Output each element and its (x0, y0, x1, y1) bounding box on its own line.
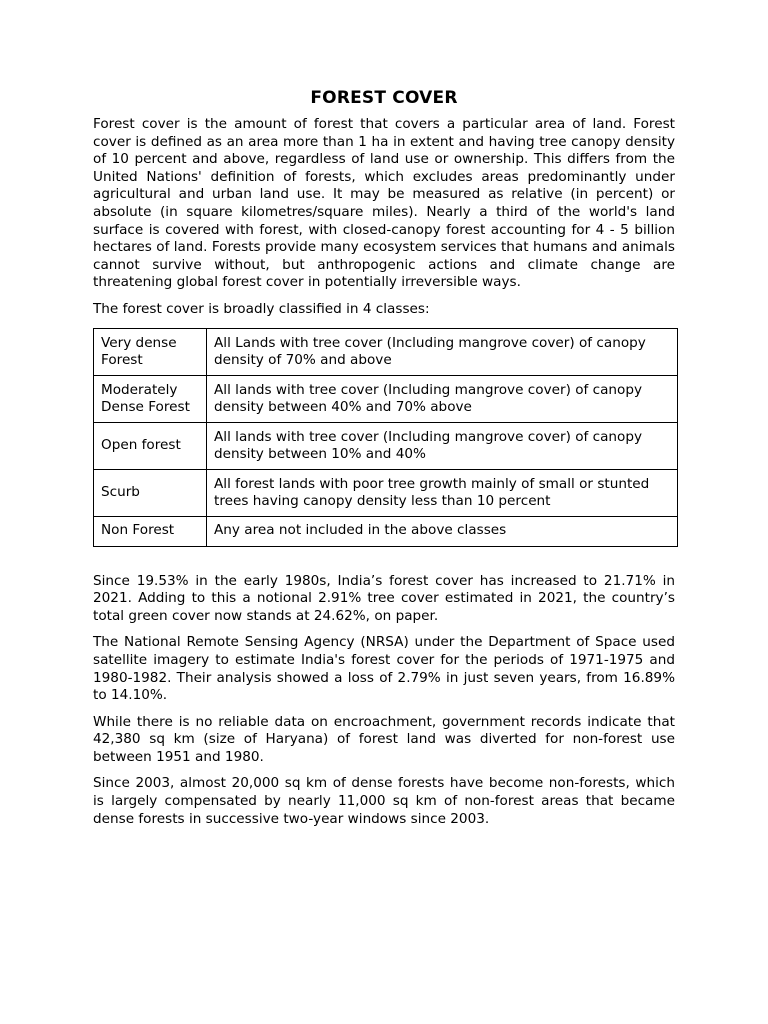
class-name-cell: Non Forest (94, 516, 207, 546)
class-name-cell: Moderately Dense Forest (94, 375, 207, 422)
class-description-cell: All lands with tree cover (Including mangrove cover) of canopy density between 40% and 70% above (207, 375, 678, 422)
table-row (94, 422, 678, 469)
intro-paragraph: Forest cover is the amount of forest that covers a particular area of land. Forest cover is defined as an area more than 1 ha in extent and having tree canopy density of 10 percent and above, regardless of land use or ownership. This differs from the United Nations' definition of forests, which excludes areas predominantly under agricultural and urban land use. It may be measured as relative (in percent) or absolute (in square kilometres/square miles). Nearly a third of the world's land surface is covered with forest, with closed-canopy forest accounting for 4 - 5 billion hectares of land. Forests provide many ecosystem services that humans and animals cannot survive without, but anthropogenic actions and climate change are threatening global forest cover in potentially irreversible ways. (93, 116, 675, 291)
table-row (94, 469, 678, 516)
dense-forest-change-paragraph: Since 2003, almost 20,000 sq km of dense forests have become non-forests, which is largely compensated by nearly 11,000 sq km of non-forest areas that became dense forests in successive two-year windows since 2003. (93, 775, 675, 827)
table-row (94, 516, 678, 546)
class-description-cell: All forest lands with poor tree growth mainly of small or stunted trees having canopy density less than 10 percent (207, 469, 678, 516)
class-description-cell: All lands with tree cover (Including mangrove cover) of canopy density between 10% and 40% (207, 422, 678, 469)
class-name-cell: Open forest (94, 422, 207, 469)
classes-intro: The forest cover is broadly classified in 4 classes: (93, 300, 430, 317)
document-title: FOREST COVER (310, 88, 458, 108)
nrsa-paragraph: The National Remote Sensing Agency (NRSA) under the Department of Space used satellite imagery to estimate India's forest cover for the periods of 1971-1975 and 1980-1982. Their analysis showed a loss of 2.79% in just seven years, from 16.89% to 14.10%. (93, 634, 675, 704)
class-name-cell: Very dense Forest (94, 328, 207, 375)
class-description-cell: Any area not included in the above classes (207, 516, 678, 546)
class-description-cell: All Lands with tree cover (Including mangrove cover) of canopy density of 70% and above (207, 328, 678, 375)
document-page (93, 86, 675, 837)
green-cover-paragraph: Since 19.53% in the early 1980s, India’s forest cover has increased to 21.71% in 2021. Adding to this a notional 2.91% tree cover estimated in 2021, the country’s total green cover now stands at 24.62%, on paper. (93, 572, 675, 624)
table-row (94, 375, 678, 422)
class-name-cell: Scurb (94, 469, 207, 516)
table-row (94, 328, 678, 375)
forest-classes-table (93, 328, 678, 547)
encroachment-paragraph: While there is no reliable data on encroachment, government records indicate that 42,380 sq km (size of Haryana) of forest land was diverted for non-forest use between 1951 and 1980. (93, 713, 675, 765)
